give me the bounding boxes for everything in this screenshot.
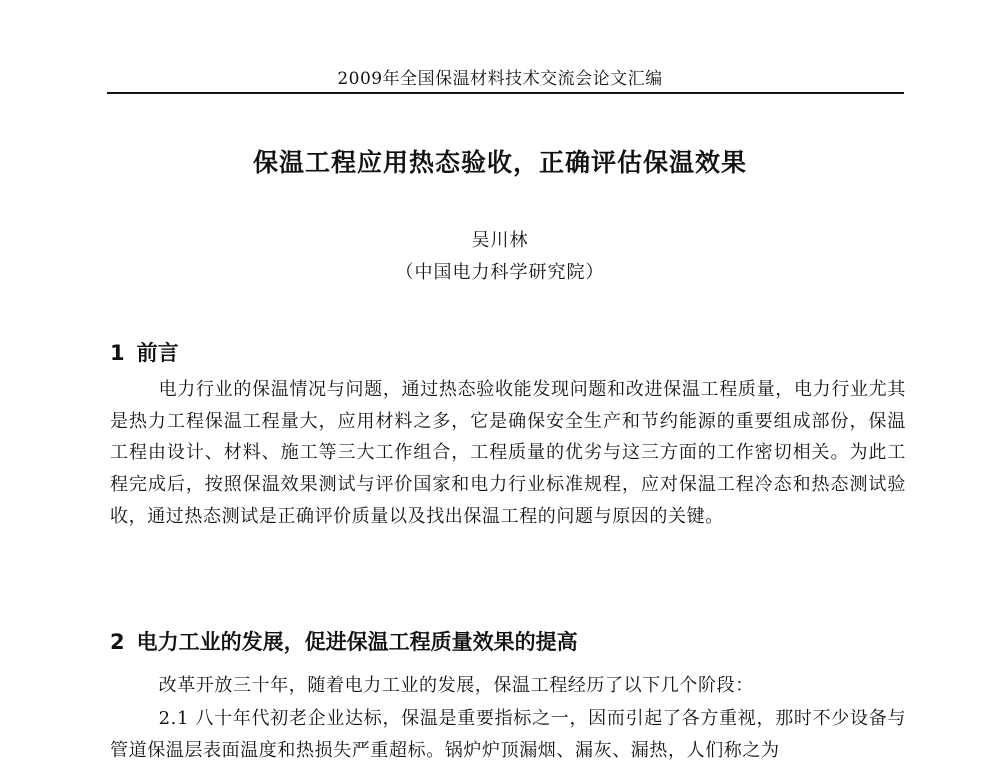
section-heading-introduction xyxy=(110,337,179,367)
running-header: 2009年全国保温材料技术交流会论文汇编 xyxy=(337,69,663,89)
section-number: 1 xyxy=(110,341,125,365)
author-affiliation: （中国电力科学研究院） xyxy=(395,262,605,283)
section-title: 电力工业的发展，促进保温工程质量效果的提高 xyxy=(136,630,578,654)
author-name: 吴川林 xyxy=(471,230,529,251)
body-paragraph: 电力行业的保温情况与问题，通过热态验收能发现问题和改进保温工程质量，电力行业尤其是热力工程保温工程量大，应用材料之多，它是确保安全生产和节约能源的重要组成部份，保温工程由设计、材料、施工等三大工作组合，工程质量的优劣与这三方面的工作密切相关。为此工程完成后，按照保温效果测试与评价国家和电力行业标准规程，应对保温工程冷态和热态测试验收，通过热态测试是正确评价质量以及找出保温工程的问题与原因的关键。 xyxy=(110,379,906,527)
body-paragraph: 改革开放三十年，随着电力工业的发展，保温工程经历了以下几个阶段： xyxy=(158,675,754,696)
section-heading-development xyxy=(110,626,578,656)
header-rule xyxy=(107,92,904,94)
body-paragraph: 2.1 八十年代初老企业达标，保温是重要指标之一，因而引起了各方重视，那时不少设备与管道保温层表面温度和热损失严重超标。锅炉炉顶漏烟、漏灰、漏热，人们称之为 xyxy=(110,708,906,761)
section-number: 2 xyxy=(110,630,125,654)
paper-title: 保温工程应用热态验收，正确评估保温效果 xyxy=(252,148,747,177)
section-title: 前言 xyxy=(136,341,179,365)
